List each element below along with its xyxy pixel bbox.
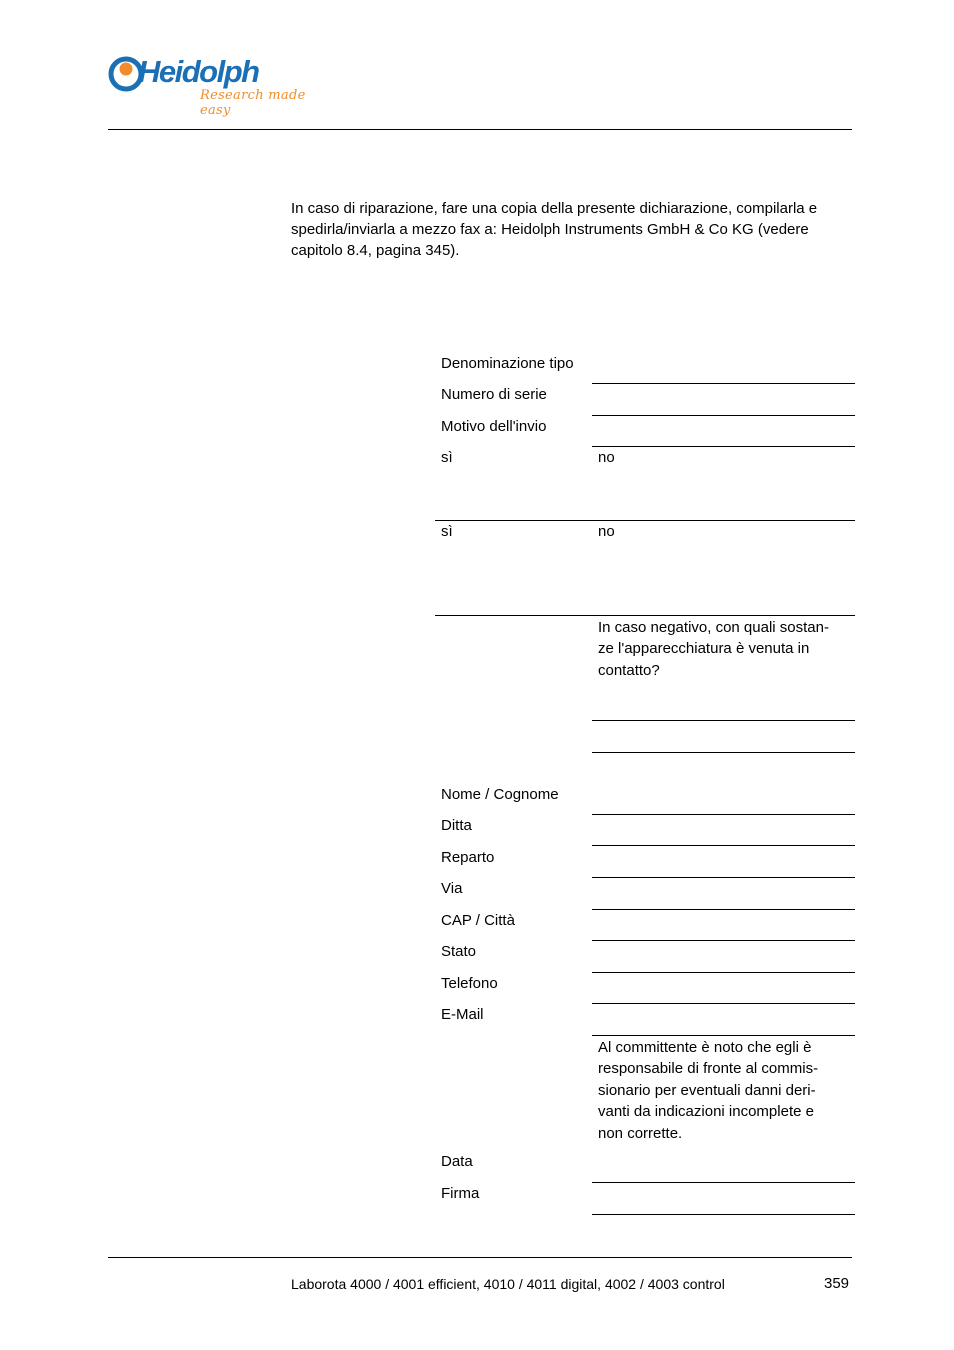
footer-rule	[108, 1257, 852, 1258]
section-divider	[435, 520, 855, 521]
heidolph-logo	[108, 52, 322, 118]
negative-question	[598, 617, 850, 681]
substances-field-line[interactable]	[592, 752, 855, 753]
page-number: 359	[824, 1275, 850, 1292]
name-field-line[interactable]	[592, 814, 855, 815]
brand-tagline: Research made easy	[200, 88, 306, 118]
brand-name: Heidolph	[138, 54, 259, 89]
q2-yes-option[interactable]: sì	[441, 523, 453, 540]
signature-field-line[interactable]	[592, 1214, 855, 1215]
street-field-line[interactable]	[592, 909, 855, 910]
street-label: Via	[441, 880, 463, 897]
serial-label: Numero di serie	[441, 386, 547, 403]
department-field-line[interactable]	[592, 877, 855, 878]
text-line: ze l'apparecchiatura è venuta in	[598, 640, 810, 658]
reason-label: Motivo dell'invio	[441, 418, 547, 435]
disclaimer-text	[598, 1037, 850, 1144]
text-line: contatto?	[598, 661, 660, 679]
phone-field-line[interactable]	[592, 1003, 855, 1004]
q1-no-option[interactable]: no	[598, 449, 615, 466]
zip-city-label: CAP / Città	[441, 912, 515, 929]
zip-city-field-line[interactable]	[592, 940, 855, 941]
section-divider	[435, 615, 855, 616]
date-field-line[interactable]	[592, 1182, 855, 1183]
q2-no-option[interactable]: no	[598, 523, 615, 540]
text-line: sionario per eventuali danni deri-	[598, 1081, 816, 1099]
company-field-line[interactable]	[592, 845, 855, 846]
substances-field-line[interactable]	[592, 720, 855, 721]
company-label: Ditta	[441, 817, 472, 834]
date-label: Data	[441, 1153, 473, 1170]
text-line: In caso negativo, con quali sostan-	[598, 619, 829, 636]
type-field-line[interactable]	[592, 383, 855, 384]
email-label: E-Mail	[441, 1006, 484, 1023]
reason-field-line[interactable]	[592, 446, 855, 447]
signature-label: Firma	[441, 1185, 480, 1202]
serial-field-line[interactable]	[592, 415, 855, 416]
text-line: non corrette.	[598, 1124, 683, 1142]
header-rule	[108, 129, 852, 130]
name-label: Nome / Cognome	[441, 786, 559, 803]
country-field-line[interactable]	[592, 972, 855, 973]
type-label: Denominazione tipo	[441, 355, 574, 372]
intro-paragraph: In caso di riparazione, fare una copia della presente dichiarazione, compilarla e spedirla/inviarla a mezzo fax a: Heidolph Instruments GmbH & Co KG (vedere capitolo 8.4, pagina 345).	[291, 200, 818, 259]
text-line: Al committente è noto che egli è	[598, 1039, 812, 1056]
phone-label: Telefono	[441, 975, 498, 992]
footer-product: Laborota 4000 / 4001 efficient, 4010 / 4011 digital, 4002 / 4003 control	[291, 1276, 725, 1292]
text-line: responsabile di fronte al commis-	[598, 1060, 819, 1078]
department-label: Reparto	[441, 849, 495, 866]
text-line: vanti da indicazioni incomplete e	[598, 1103, 814, 1121]
email-field-line[interactable]	[592, 1035, 855, 1036]
q1-yes-option[interactable]: sì	[441, 449, 453, 466]
country-label: Stato	[441, 943, 477, 960]
